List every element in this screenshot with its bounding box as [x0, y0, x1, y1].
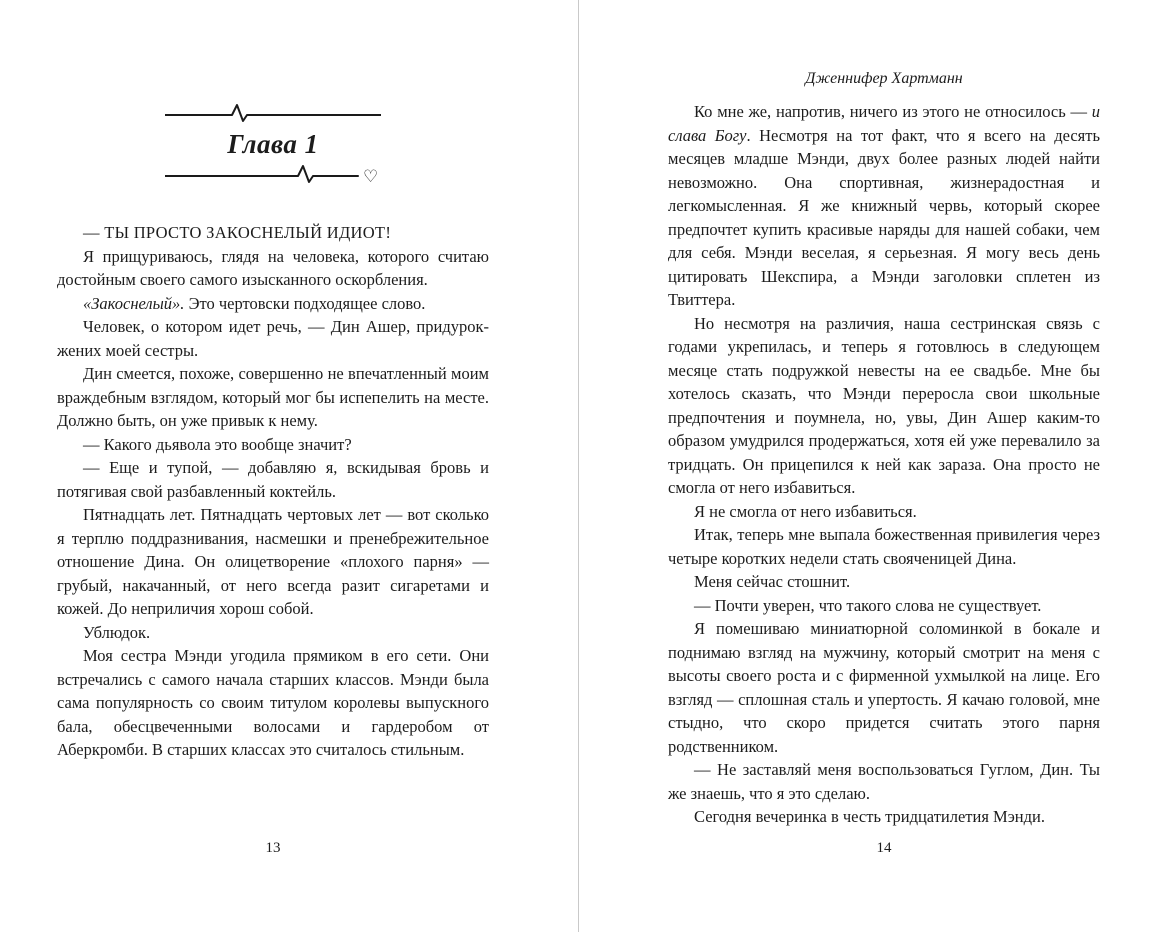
text-segment: Меня сейчас стошнит. [694, 572, 851, 591]
ekg-rule-bottom-icon [165, 163, 381, 187]
text-segment: Ублюдок. [83, 622, 151, 642]
chapter-heading [57, 102, 489, 187]
paragraph [57, 292, 489, 316]
text-segment: Дин смеется, похоже, совершенно не впечатленный моим враждебным взглядом, который мог бы испепелить на месте. Должно быть, он уже привык к нему. [57, 364, 489, 430]
text-segment: . Несмотря на тот факт, что я всего на десять месяцев младше Мэнди, двух более разных людей найти невозможно. Она спортивная, жизнерадостная и легкомысленная. Я же книжный червь, который скорее предпочтет купить красивые наряды для нашей собаки, чем для себя. Мэнди веселая, я серьезная. Я могу весь день цитировать Шекспира, а Мэнди заголовки сплетен из Твиттера. [668, 125, 1100, 309]
paragraph [57, 315, 489, 362]
text-segment: Я не смогла от него избавиться. [694, 501, 917, 521]
text-segment: — Почти уверен, что такого слова не существует. [694, 595, 1042, 615]
paragraph [57, 503, 489, 621]
paragraph [668, 805, 1100, 829]
left-page-text [57, 221, 489, 762]
paragraph [668, 312, 1100, 500]
paragraph [668, 523, 1100, 570]
text-segment: Сегодня вечеринка в честь тридцатилетия Мэнди. [694, 807, 1045, 826]
paragraph [57, 245, 489, 292]
text-segment: — Еще и тупой, — добавляю я, вскидывая бровь и потягивая свой разбавленный коктейль. [57, 458, 489, 501]
text-segment: Пятнадцать лет. Пятнадцать чертовых лет — вот сколько я терплю поддразнивания, насмешки и пренебрежительное отношение Дина. Он олицетворение «плохого парня» — грубый, накачанный, от него всегда разит сигаретами и кожей. До неприличия хорош собой. [57, 505, 489, 618]
ekg-rule-top-icon [165, 102, 381, 124]
page-number-right: 14 [876, 840, 892, 856]
paragraph [57, 456, 489, 503]
paragraph [668, 617, 1100, 758]
chapter-title: Глава 1 [227, 129, 319, 159]
text-segment: Моя сестра Мэнди угодила прямиком в его сети. Они встречались с самого начала старших классов. Мэнди была сама популярность со своим титулом королевы выпускного бала, обесцвеченными волосами и гардеробом от Аберкромби. В старших классах это считалось стильным. [57, 646, 489, 759]
paragraph [668, 570, 1100, 594]
text-segment: Это чертовски подходящее слово. [188, 293, 426, 313]
text-segment: и слава Богу [668, 102, 1100, 145]
running-header: Дженнифер Хартманн [805, 70, 963, 87]
text-segment: — Не заставляй меня воспользоваться Гуглом, Дин. Ты же знаешь, что я это сделаю. [668, 760, 1100, 803]
paragraph [57, 362, 489, 433]
text-segment: Итак, теперь мне выпала божественная привилегия через четыре коротких недели стать свояченицей Дина. [668, 525, 1100, 568]
page-divider [578, 0, 579, 932]
paragraph [668, 500, 1100, 524]
text-segment: — ТЫ ПРОСТО ЗАКОСНЕЛЫЙ ИДИОТ! [83, 223, 392, 242]
left-page [57, 0, 489, 932]
text-segment: Человек, о котором идет речь, — Дин Ашер, придурок-жених моей сестры. [57, 317, 489, 360]
right-page [668, 0, 1100, 932]
paragraph [668, 100, 1100, 312]
text-segment: Я прищуриваюсь, глядя на человека, которого считаю достойным своего самого изысканного оскорбления. [57, 246, 489, 289]
paragraph [57, 621, 489, 645]
text-segment: Я помешиваю миниатюрной соломинкой в бокале и поднимаю взгляд на мужчину, который смотрит на меня с высоты своего роста и с фирменной ухмылкой на лице. Его взгляд — сплошная сталь и упертость. Я качаю головой, мне стыдно, что скоро придется считать этого парня родственником. [668, 619, 1100, 756]
heart-icon: ♡ [363, 167, 379, 186]
paragraph [57, 221, 489, 245]
right-page-text [668, 100, 1100, 829]
paragraph [57, 644, 489, 762]
text-segment: «Закоснелый». [83, 293, 189, 313]
paragraph [668, 594, 1100, 618]
text-segment: Ко мне же, напротив, ничего из этого не относилось — [694, 102, 1092, 121]
page-number-left: 13 [265, 840, 281, 856]
text-segment: Но несмотря на различия, наша сестринская связь с годами укрепилась, и теперь я готовлюсь в следующем месяце стать подружкой невесты на ее свадьбе. Мне бы хотелось сказать, что Мэнди переросла свои школьные предпочтения и поумнела, но, увы, Дин Ашер каким-то образом умудрился продержаться, хотя ей уже перевалило за тридцать. Он прицепился к ней как зараза. Она просто не смогла от него избавиться. [668, 313, 1100, 497]
paragraph [668, 758, 1100, 805]
text-segment: — Какого дьявола это вообще значит? [83, 434, 352, 454]
paragraph [57, 433, 489, 457]
